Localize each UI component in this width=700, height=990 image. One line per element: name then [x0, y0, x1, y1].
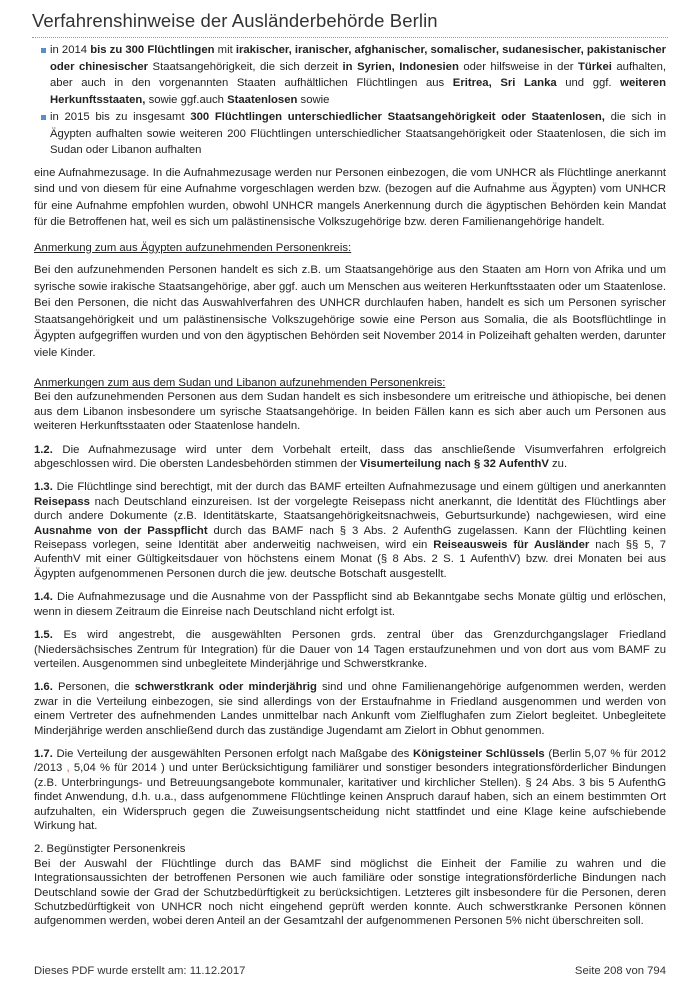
paragraph-1-3: [34, 480, 666, 581]
bullet-text: aufhalten, aber auch in den vorgenannten Staaten aufhältlichen Flüchtlingen aus: [50, 60, 666, 89]
bold-text: Eritrea, Sri Lanka: [452, 77, 557, 89]
section-number: 1.3.: [34, 481, 53, 494]
bullet-text: sowie ggf.auch: [145, 93, 228, 106]
square-bullet-icon: [41, 115, 46, 120]
bullet-text: in 2014: [50, 44, 91, 56]
list-item: [34, 109, 666, 159]
document-body: [34, 42, 666, 938]
section-heading-egypt: Anmerkung zum aus Ägypten aufzunehmenden Personenkreis:: [34, 241, 352, 254]
page-header: [32, 10, 668, 38]
bullet-text: die sich in Ägypten aufhalten sowie weiteren 200 Flüchtlingen unterschiedlicher Staatsangehörigkeit oder Staatenlosen, die sich im Sudan oder Libanon aufhalten: [50, 111, 666, 156]
bold-text: irakischer, iranischer, afghanischer, somalischer, sudanesischer, pakistanischer oder chinesischer: [50, 44, 667, 73]
section-number: 1.4.: [34, 591, 53, 604]
bold-text: Königsteiner Schlüssels: [412, 747, 545, 760]
bold-text: Visumerteilung nach § 32 AufenthV: [359, 458, 549, 471]
paragraph-text: Die Verteilung der ausgewählten Personen erfolgt nach Maßgabe des: [52, 747, 413, 760]
paragraph-2: Bei der Auswahl der Flüchtlinge durch das BAMF sind möglichst die Einheit der Familie zu wahren und die Integrationsaussichten der betroffenen Personen wie auch familiäre oder sonstige integrationsförderliche Bindungen nach Deutschland sowie der Grad der Schutzbedürftigkeit zu berücksichtigen. Letzteres gilt insbesondere für die Personen, deren Schutzbedürftigkeit von UNHCR noch nicht eingehend geprüft werden konnte. Auch schwerstkranke Personen können aufgenommen werden, wobei deren Anteil an der Gesamtzahl der aufgenommenen Personen 5% nicht überschreiten soll.: [34, 857, 666, 928]
bold-text: in Syrien, Indonesien: [342, 60, 459, 73]
paragraph-egypt: Bei den aufzunehmenden Personen handelt es sich z.B. um Staatsangehörige aus den Staaten am Horn von Afrika und um syrische sowie irakische Staatsangehörige, aber ggf. auch um Menschen aus weiteren Herkunftsstaaten oder um Staatenlose. Bei den Personen, die nicht das Auswahlverfahren des UNHCR durchlaufen haben, handelt es sich um Personen syrischer Staatsangehörigkeit und um palästinensische Volkszugehörige sowie eine Person aus Somalia, die als Bootsflüchtlinge in Ägypten aufgegriffen wurden und von den ägyptischen Behörden seit November 2014 in Polizeihaft gehalten werden, darunter viele Kinder.: [34, 264, 666, 359]
bullet-text: und ggf.: [556, 77, 621, 89]
section-number: 1.7.: [34, 747, 53, 760]
bold-text: bis zu 300 Flüchtlingen: [90, 44, 215, 56]
paragraph-text: nach §§ 5, 7 AufenthV mit einer Gültigkeitsdauer von höchstens einem Monat (§ 8 Abs. 2 S. 1 AufenthV) bzw. drei Monaten bei aus Ägypten aufgenommenen Personen durch die jew. deutsche Botschaft ausgestellt.: [34, 539, 666, 580]
creation-date-text: Dieses PDF wurde erstellt am: 11.12.2017: [34, 965, 246, 977]
paragraph-aufnahmezusage: eine Aufnahmezusage. In die Aufnahmezusage werden nur Personen einbezogen, die vom UNHCR als Flüchtlinge anerkannt sind und von diesem für eine Aufnahme vorgeschlagen werden bzw. (bezogen auf die Aufnahme aus Ägypten) vom UNHCR für eine Aufnahme empfohlen wurden, obwohl UNHCR mangels Anerkennung durch die ägyptischen Behörden kein Mandat für die Betroffenen hat, weil es sich um palästinensische Volkszugehörige bzw. deren Familienangehörige handelt.: [34, 166, 666, 228]
section-number: 1.6.: [34, 681, 53, 694]
bullet-text: oder hilfsweise in der: [458, 60, 578, 73]
bullet-list: [34, 42, 666, 159]
section-sudan: [34, 376, 666, 434]
bullet-text: sowie: [297, 93, 330, 106]
paragraph-text: nach Deutschland einzureisen. Ist der vorgelegte Reisepass nicht anerkannt, die Identität des Flüchtlings aber durch andere Dokumente (z.B. Identitätskarte, Staatsangehörigkeitsnachweis, Geburtsurkunde) nachgewiesen, wird eine: [34, 495, 666, 523]
paragraph-text: Die Aufnahmezusage und die Ausnahme von der Passpflicht sind ab Bekanntgabe sechs Monate gültig und erlöschen, wenn in diesem Zeitraum die Einreise nach Deutschland nicht erfolgt ist.: [34, 591, 666, 618]
paragraph-text: Die Flüchtlinge sind berechtigt, mit der durch das BAMF erteilten Aufnahmezusage und einem gültigen und anerkannten: [52, 481, 666, 494]
page-number-text: Seite 208 von 794: [574, 965, 666, 977]
paragraph-text: (Berlin 5,07 % für 2012 /2013: [34, 747, 667, 775]
paragraph-text: Es wird angestrebt, die ausgewählten Personen grds. zentral über das Grenzdurchgangslager Friedland (Niedersächsisches Zentrum für Integration) für die Dauer von 14 Tagen erstaufzunehmen und von dort aus vom BAMF zu verteilen. Ausgenommen sind unbegleitete Minderjährige und Schwerstkranke.: [34, 629, 666, 670]
square-bullet-icon: [41, 48, 46, 53]
page-title: Verfahrenshinweise der Ausländerbehörde Berlin: [32, 10, 438, 31]
section-2: [34, 842, 666, 928]
section-number: 1.5.: [34, 629, 53, 642]
bold-text: Türkei: [577, 60, 612, 73]
bold-text: Ausnahme von der Passpflicht: [34, 524, 208, 537]
section-number: 1.2.: [34, 443, 53, 456]
bullet-text: mit: [214, 44, 236, 56]
paragraph-text: 5,04 % für 2014 ) und unter Berücksichtigung familiärer und sonstiger besonders integrationsförderlicher Bindungen (z.B. Unterbringungs- und Betreuungsangebote kommunaler, karitativer und kirchlicher Stellen). § 24 Abs. 3 bis 5 AufenthG findet Anwendung, d.h. u.a., dass aufgenommene Flüchtlinge keinen Anspruch darauf haben, sich an einem bestimmten Ort aufzuhalten, ein Widerspruch gegen die Zuweisungsentscheidung nicht stattfindet und eine Klage keine aufschiebende Wirkung hat.: [34, 762, 666, 832]
paragraph-text: zu.: [548, 458, 568, 471]
bold-text: Reiseausweis für Ausländer: [433, 539, 590, 552]
paragraph-sudan: Bei den aufzunehmenden Personen aus dem Sudan handelt es sich insbesondere um eritreische und äthiopische, bei denen aus dem Libanon insbesondere um syrische Staatsangehörige. In beiden Fällen kann es sich aber auch um Personen aus weiteren Herkunftsstaaten oder Staatenlose handeln.: [34, 391, 666, 433]
paragraph-1-6: [34, 680, 666, 738]
paragraph-1-2: [34, 443, 666, 472]
bold-text: schwerstkrank oder minderjährig: [134, 681, 317, 694]
bold-text: Staatenlosen: [227, 93, 298, 106]
paragraph-1-7: [34, 747, 666, 833]
paragraph-text: durch das BAMF nach § 3 Abs. 2 AufenthG zugelassen. Kann der Flüchtling keinen Reisepass vorlegen, seine Identität aber anderweitig nachweisen, wird ein: [34, 524, 666, 552]
bullet-text: in 2015 bis zu insgesamt: [50, 111, 191, 123]
bold-text: Reisepass: [34, 495, 90, 508]
bullet-text: Staatsangehörigkeit, die sich derzeit: [148, 60, 343, 73]
paragraph-1-4: [34, 590, 666, 619]
section-heading-2: 2. Begünstigter Personenkreis: [34, 843, 186, 856]
highlighted-comma: ,: [66, 762, 70, 775]
paragraph-1-5: [34, 628, 666, 671]
bold-text: 300 Flüchtlingen unterschiedlicher Staatsangehörigkeit oder Staatenlosen,: [190, 111, 605, 123]
paragraph-text: sind und ohne Familienangehörige aufgenommen werden, werden zwar in die Verteilung einbezogen, sie sind allerdings von der Erstaufnahme in Friedland ausgenommen und werden von einem Vertreter des aufnehmenden Landes unmittelbar nach Ankunft vom Zielflughafen zum Zielort begleitet. Unbegleitete Minderjährige werden anschließend durch das zuständige Jugendamt am Zielort in Obhut genommen.: [34, 681, 666, 737]
bold-text: weiteren Herkunftsstaaten,: [50, 77, 666, 106]
list-item: [34, 42, 666, 108]
paragraph-text: Personen, die: [52, 681, 135, 694]
paragraph-text: Die Aufnahmezusage wird unter dem Vorbehalt erteilt, dass das anschließende Visumverfahren erfolgreich abgeschlossen wird. Die obersten Landesbehörden stimmen der: [34, 443, 666, 471]
section-heading-sudan: Anmerkungen zum aus dem Sudan und Libanon aufzunehmenden Personenkreis:: [34, 377, 446, 389]
